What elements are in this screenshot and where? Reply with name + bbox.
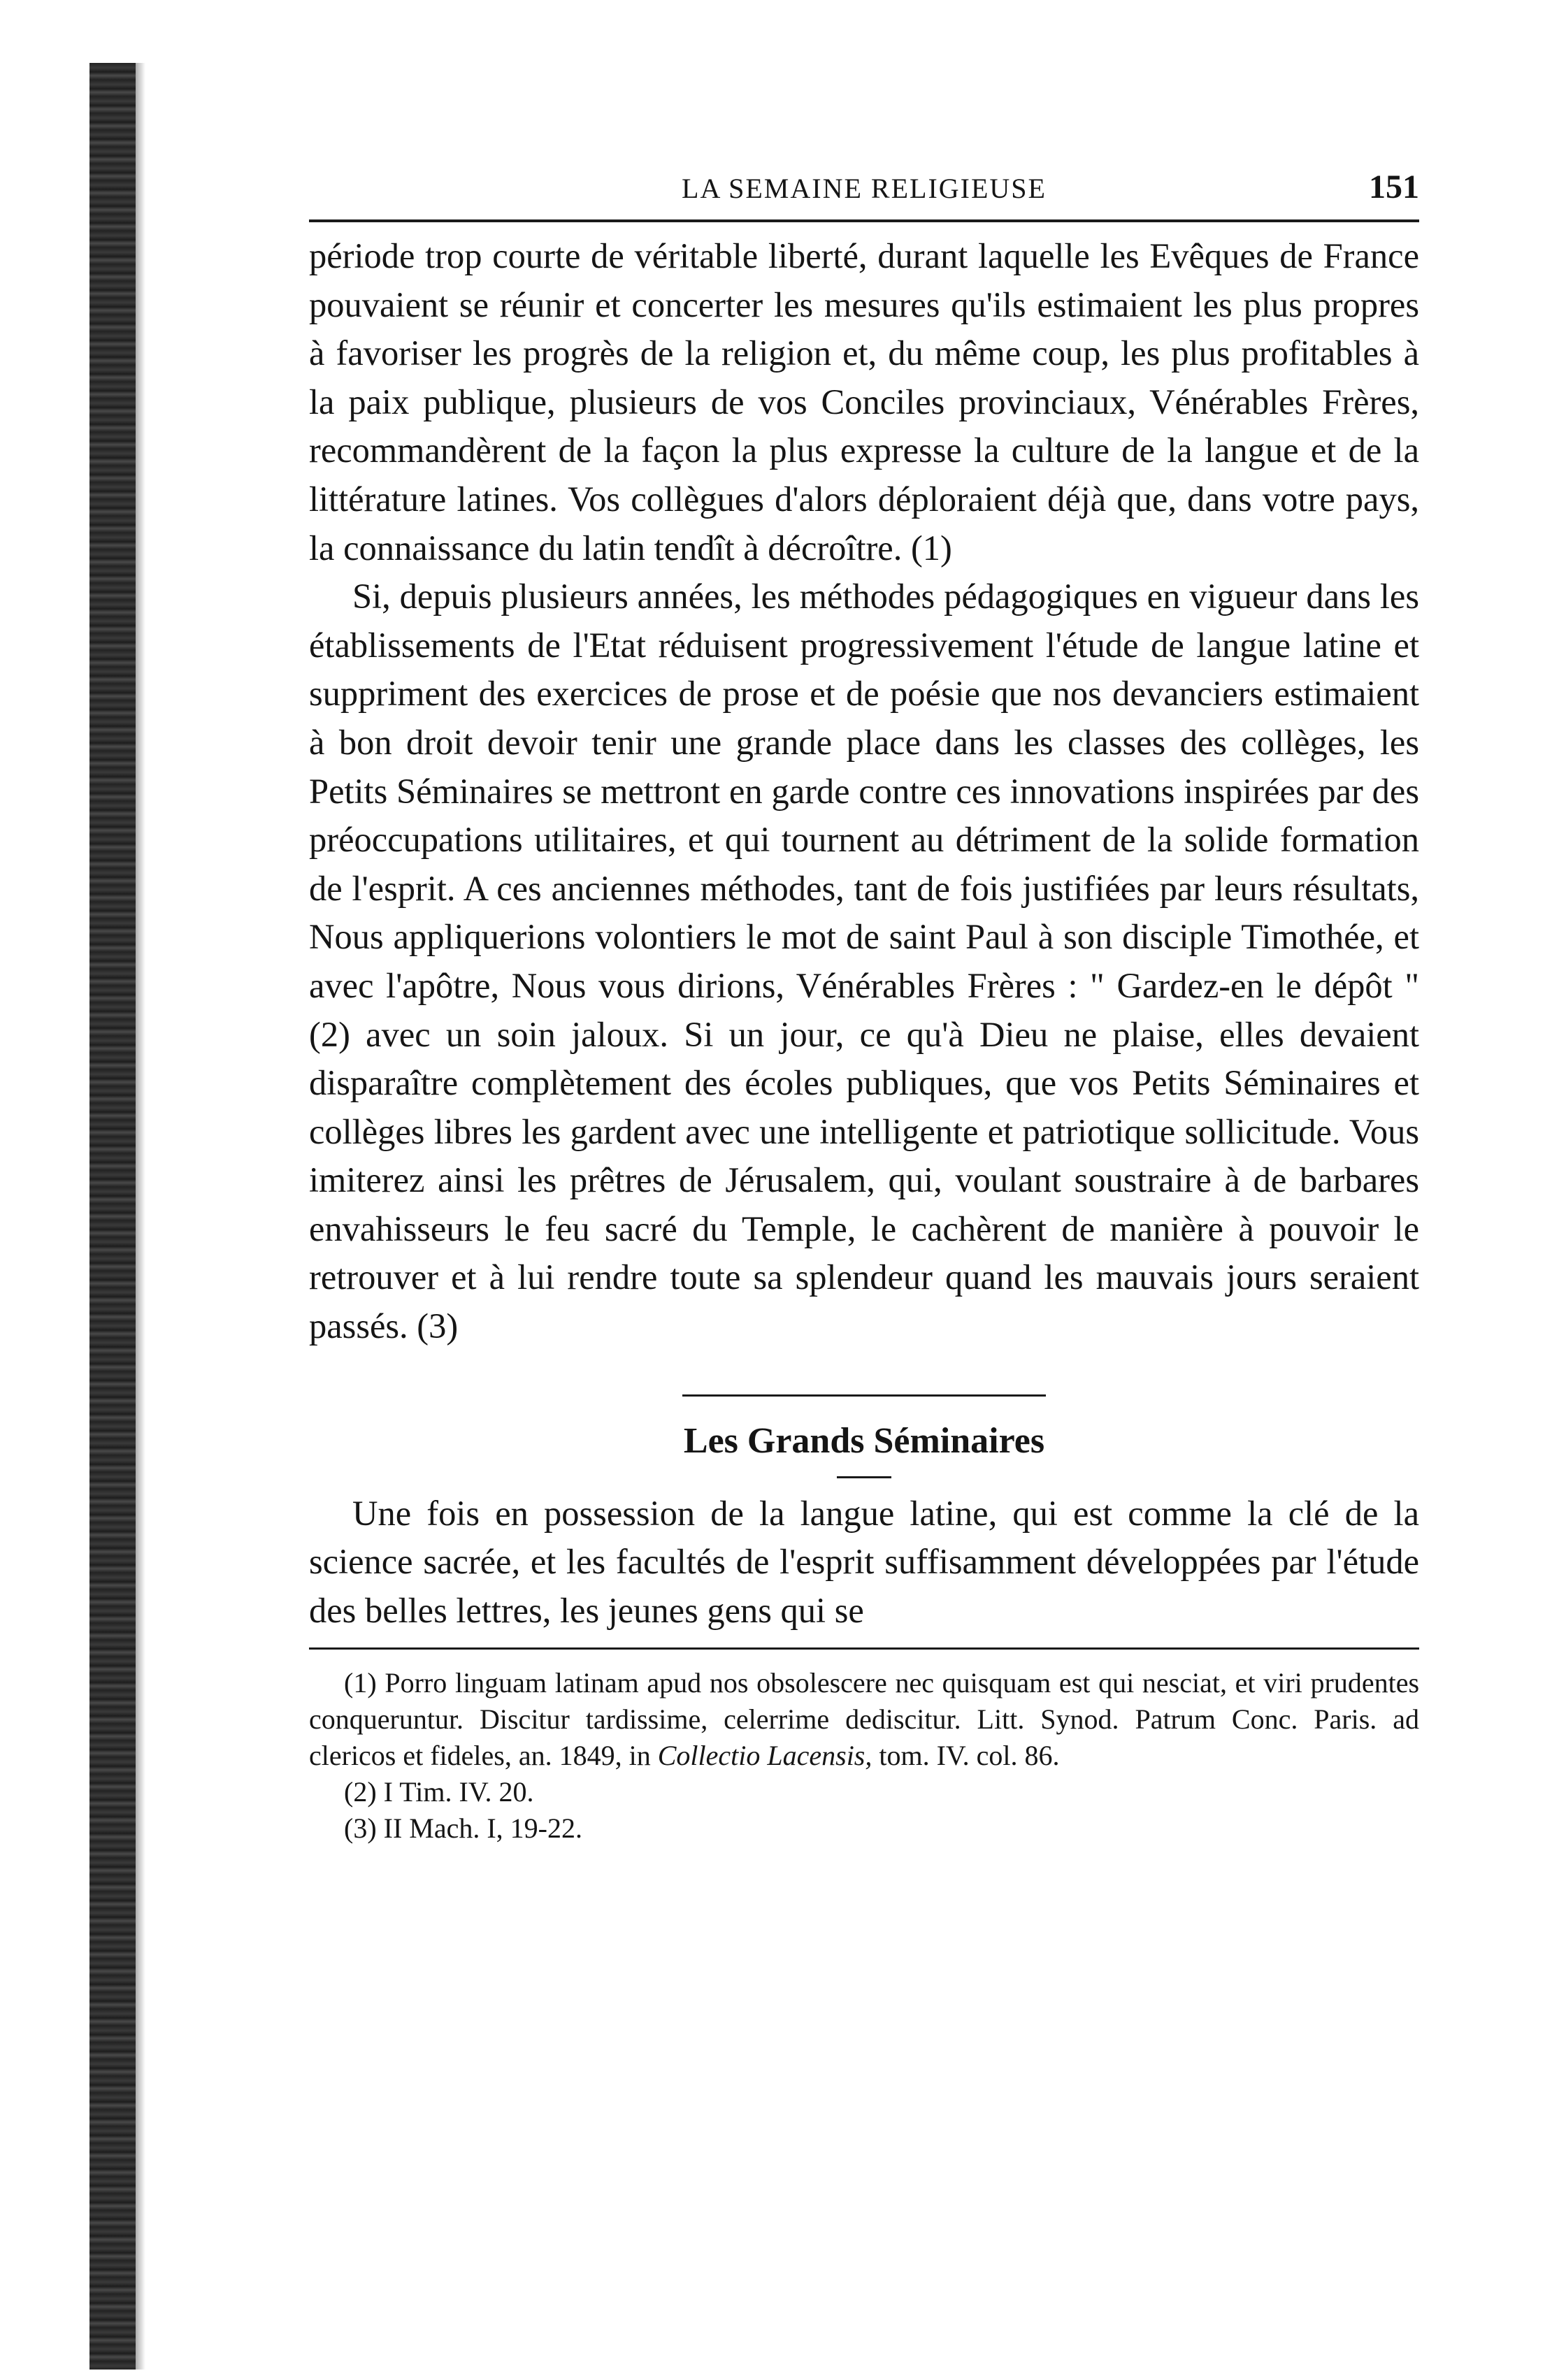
paragraph-1: période trop courte de véritable liberté, durant laquelle les Evêques de France pouvaient se réunir et concerter les mesures qu'ils estimaient les plus propres à favoriser les progrès de la religion et, du même coup, les plus profitables à la paix publique, plusieurs de vos Conciles provinciaux, Vénérables Frères, recommandèrent de la façon la plus expresse la culture de la langue et de la littérature latines. Vos collègues d'alors déploraient déjà que, dans votre pays, la connaissance du latin tendît à décroître. (1) <box>309 236 1419 568</box>
footnote-rule <box>309 1647 1419 1650</box>
footnote-2 <box>309 1774 1419 1810</box>
book-page <box>309 168 1419 1847</box>
binding-edge <box>89 63 136 2370</box>
footnote-marker: (1) <box>344 1667 377 1699</box>
paragraph-2: Si, depuis plusieurs années, les méthodes pédagogiques en vigueur dans les établissements de l'Etat réduisent progressivement l'étude de langue latine et suppriment des exercices de prose et de poésie que nos devanciers estimaient à bon droit devoir tenir une grande place dans les classes des collèges, les Petits Séminaires se mettront en garde contre ces innovations inspirées par des préoccupations utilitaires, et qui tournent au détriment de la solide formation de l'esprit. A ces anciennes méthodes, tant de fois justifiées par leurs résultats, Nous appliquerions volontiers le mot de saint Paul à son disciple Timothée, et avec l'apôtre, Nous vous dirions, Vénérables Frères : " Gardez-en le dépôt " (2) avec un soin jaloux. Si un jour, ce qu'à Dieu ne plaise, elles devaient disparaître complètement des écoles publiques, que vos Petits Séminaires et collèges libres les gardent avec une intelligente et patriotique sollicitude. Vous imiterez ainsi les prêtres de Jérusalem, qui, voulant soustraire à de barbares envahisseurs le feu sacré du Temple, le cachèrent de manière à pouvoir le retrouver et à lui rendre toute sa splendeur quand les mauvais jours seraient passés. (3) <box>309 577 1419 1346</box>
page-number: 151 <box>1369 168 1419 205</box>
footnote-text: II Mach. I, 19-22. <box>383 1812 582 1845</box>
section-heading: Les Grands Séminaires <box>683 1420 1045 1461</box>
footnote-3 <box>309 1810 1419 1847</box>
heading-underline-dash <box>837 1476 891 1478</box>
footnotes <box>309 1665 1419 1847</box>
running-head <box>309 168 1419 217</box>
footnote-marker: (2) <box>344 1776 377 1808</box>
section-paragraph: Une fois en possession de la langue latine, qui est comme la clé de la science sacrée, et les facultés de l'esprit suffisamment développées par l'étude des belles lettres, les jeunes gens qui se <box>309 1493 1419 1630</box>
footnote-tail: tom. IV. col. 86. <box>879 1740 1060 1772</box>
header-rule <box>309 219 1419 222</box>
section-separator-rule <box>682 1394 1046 1397</box>
running-title: LA SEMAINE RELIGIEUSE <box>682 173 1047 204</box>
footnote-marker: (3) <box>344 1812 377 1845</box>
body-text <box>309 232 1419 1351</box>
footnote-text: Porro linguam latinam apud nos obsolescere nec quisquam est qui nesciat, et viri prudentes conqueruntur. Discitur tardissime, celerrime dediscitur. Litt. Synod. Patrum Conc. Paris. ad clericos et fideles, an. 1849, in <box>309 1667 1420 1772</box>
footnote-italic-title: Collectio Lacensis, <box>657 1740 872 1772</box>
footnote-1 <box>309 1665 1419 1774</box>
footnote-text: I Tim. IV. 20. <box>383 1776 534 1808</box>
